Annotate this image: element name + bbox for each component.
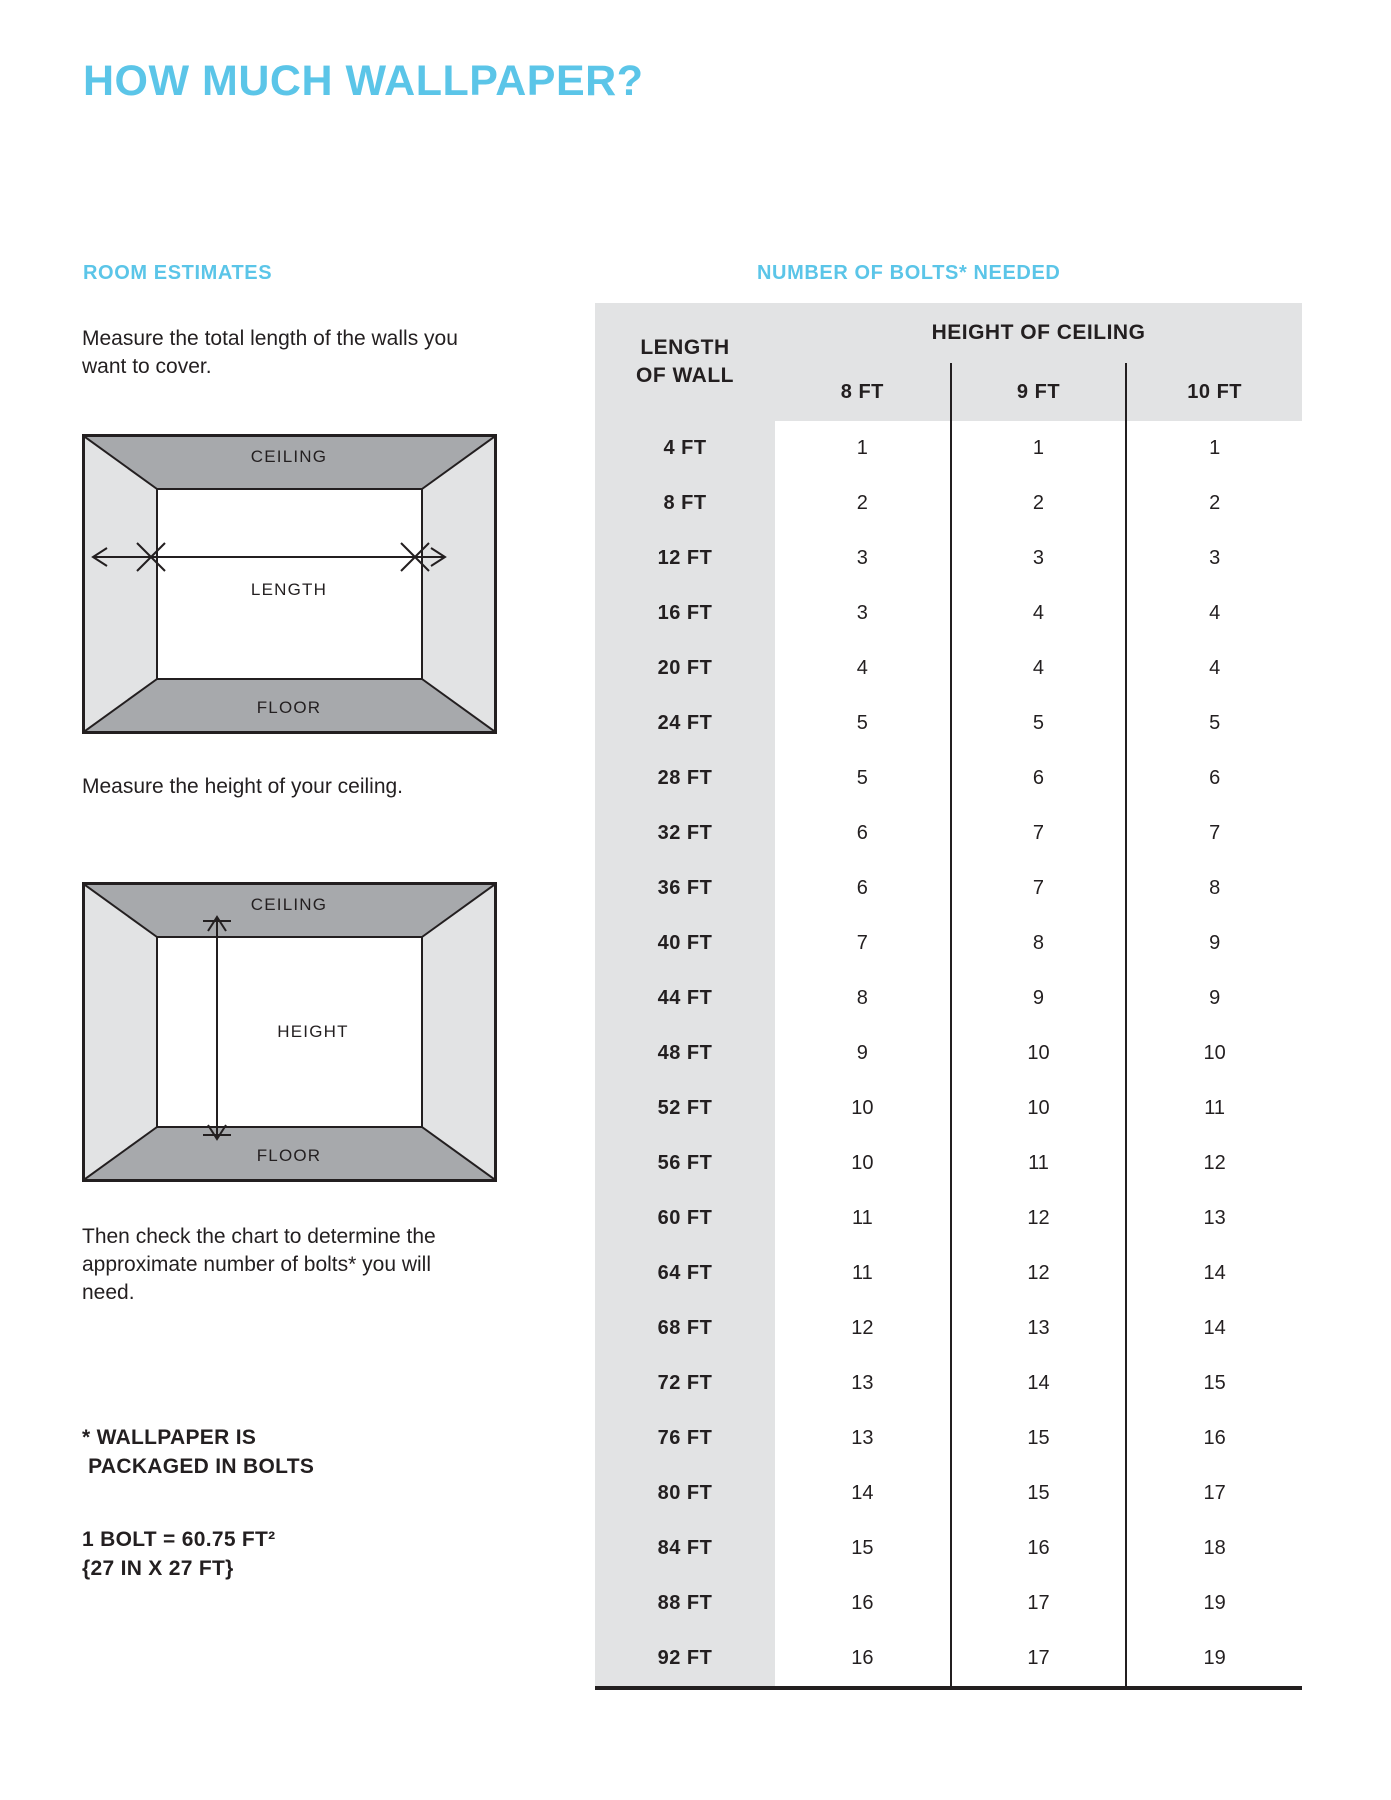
room-diagram-length xyxy=(82,434,497,734)
row-length-label: 68 FT xyxy=(595,1301,775,1356)
table-row xyxy=(595,806,1302,861)
table-row xyxy=(595,586,1302,641)
bolts-value-cell: 14 xyxy=(951,1356,1127,1411)
row-length-label: 76 FT xyxy=(595,1411,775,1466)
bolts-value-cell: 5 xyxy=(951,696,1127,751)
row-length-label: 92 FT xyxy=(595,1631,775,1688)
bolts-needed-heading: NUMBER OF BOLTS* NEEDED xyxy=(757,262,1061,284)
bolts-value-cell: 2 xyxy=(856,492,868,514)
bolts-value-cell: 9 xyxy=(951,971,1127,1026)
table-row xyxy=(595,1631,1302,1688)
table-row xyxy=(595,916,1302,971)
bolts-value-cell: 2 xyxy=(951,476,1127,531)
table-row xyxy=(595,476,1302,531)
header-length-of-wall xyxy=(595,303,775,421)
header-height-of-ceiling: HEIGHT OF CEILING xyxy=(775,303,1302,363)
bolts-value-cell: 13 xyxy=(851,1372,874,1394)
bolts-value-cell: 15 xyxy=(951,1466,1127,1521)
bolts-value-cell: 12 xyxy=(851,1317,874,1339)
bolts-note-line-2: 1 BOLT = 60.75 FT² {27 IN X 27 FT} xyxy=(82,1528,276,1580)
bolts-value-cell: 15 xyxy=(1126,1356,1302,1411)
bolts-value-cell: 3 xyxy=(951,531,1127,586)
floor-label-2: FLOOR xyxy=(256,1146,322,1165)
bolts-value-cell: 19 xyxy=(1126,1576,1302,1631)
row-length-label: 20 FT xyxy=(595,641,775,696)
bolts-value-cell: 11 xyxy=(1126,1081,1302,1136)
bolts-value-cell: 5 xyxy=(1126,696,1302,751)
table-row xyxy=(595,1411,1302,1466)
table-row xyxy=(595,641,1302,696)
bolts-value-cell: 8 xyxy=(1126,861,1302,916)
row-length-label: 28 FT xyxy=(595,751,775,806)
bolts-value-cell: 17 xyxy=(951,1631,1127,1688)
length-measure-label: LENGTH xyxy=(250,580,328,599)
bolts-value-cell: 6 xyxy=(856,822,868,844)
bolts-value-cell: 7 xyxy=(951,806,1127,861)
header-length-of-wall-label: LENGTH OF WALL xyxy=(636,336,734,387)
bolts-value-cell: 9 xyxy=(856,1042,868,1064)
bolts-table xyxy=(595,303,1302,1690)
table-row xyxy=(595,1246,1302,1301)
instruction-step-2: Measure the height of your ceiling. xyxy=(82,775,404,798)
bolts-value-cell: 6 xyxy=(856,877,868,899)
table-row xyxy=(595,421,1302,476)
table-head xyxy=(595,303,1302,421)
table-row xyxy=(595,1301,1302,1356)
instruction-step-3: Then check the chart to determine the approximate number of bolts* you will need. xyxy=(82,1225,436,1304)
row-length-label: 60 FT xyxy=(595,1191,775,1246)
bolts-value-cell: 2 xyxy=(1126,476,1302,531)
ceiling-label-2: CEILING xyxy=(250,895,328,914)
bolts-value-cell: 9 xyxy=(1126,971,1302,1026)
table-row xyxy=(595,696,1302,751)
row-length-label: 88 FT xyxy=(595,1576,775,1631)
row-length-label: 72 FT xyxy=(595,1356,775,1411)
bolts-value-cell: 4 xyxy=(1126,641,1302,696)
bolts-value-cell: 3 xyxy=(856,602,868,624)
bolts-value-cell: 13 xyxy=(951,1301,1127,1356)
room-estimates-heading: ROOM ESTIMATES xyxy=(83,262,273,284)
bolts-value-cell: 8 xyxy=(951,916,1127,971)
bolts-value-cell: 15 xyxy=(851,1537,874,1559)
bolts-value-cell: 6 xyxy=(951,751,1127,806)
bolts-value-cell: 5 xyxy=(856,767,868,789)
table-row xyxy=(595,1136,1302,1191)
bolts-value-cell: 10 xyxy=(851,1097,874,1119)
row-length-label: 8 FT xyxy=(595,476,775,531)
floor-label-1: FLOOR xyxy=(256,698,322,717)
row-length-label: 24 FT xyxy=(595,696,775,751)
row-length-label: 16 FT xyxy=(595,586,775,641)
bolts-value-cell: 17 xyxy=(1126,1466,1302,1521)
bolts-value-cell: 19 xyxy=(1126,1631,1302,1688)
header-col-9ft: 9 FT xyxy=(951,363,1127,421)
bolts-value-cell: 14 xyxy=(1126,1301,1302,1356)
row-length-label: 32 FT xyxy=(595,806,775,861)
row-length-label: 40 FT xyxy=(595,916,775,971)
row-length-label: 4 FT xyxy=(595,421,775,476)
bolts-value-cell: 7 xyxy=(951,861,1127,916)
table-header-row-1 xyxy=(595,303,1302,363)
ceiling-label-1: CEILING xyxy=(250,447,328,466)
header-col-8ft: 8 FT xyxy=(775,363,951,421)
row-length-label: 12 FT xyxy=(595,531,775,586)
bolts-value-cell: 3 xyxy=(1126,531,1302,586)
bolts-value-cell: 11 xyxy=(851,1262,873,1284)
row-length-label: 80 FT xyxy=(595,1466,775,1521)
row-length-label: 84 FT xyxy=(595,1521,775,1576)
table-row xyxy=(595,1521,1302,1576)
bolts-value-cell: 10 xyxy=(951,1081,1127,1136)
row-length-label: 52 FT xyxy=(595,1081,775,1136)
table-body xyxy=(595,421,1302,1688)
row-length-label: 44 FT xyxy=(595,971,775,1026)
bolts-value-cell: 12 xyxy=(951,1246,1127,1301)
bolts-value-cell: 7 xyxy=(856,932,868,954)
header-col-10ft: 10 FT xyxy=(1126,363,1302,421)
bolts-value-cell: 17 xyxy=(951,1576,1127,1631)
bolts-value-cell: 4 xyxy=(951,586,1127,641)
bolts-value-cell: 10 xyxy=(951,1026,1127,1081)
table-row xyxy=(595,861,1302,916)
row-length-label: 64 FT xyxy=(595,1246,775,1301)
table-row xyxy=(595,1356,1302,1411)
bolts-value-cell: 4 xyxy=(951,641,1127,696)
table-row xyxy=(595,1466,1302,1521)
table-row xyxy=(595,1191,1302,1246)
bolts-value-cell: 10 xyxy=(851,1152,874,1174)
bolts-value-cell: 14 xyxy=(851,1482,874,1504)
table-row xyxy=(595,1576,1302,1631)
bolts-value-cell: 3 xyxy=(856,547,868,569)
bolts-value-cell: 1 xyxy=(951,421,1127,476)
bolts-value-cell: 8 xyxy=(856,987,868,1009)
bolts-value-cell: 16 xyxy=(775,1631,951,1688)
bolts-value-cell: 5 xyxy=(856,712,868,734)
table-row xyxy=(595,1081,1302,1136)
room-diagram-height xyxy=(82,882,497,1182)
bolts-note-line-1: * WALLPAPER IS PACKAGED IN BOLTS xyxy=(82,1426,315,1478)
bolts-value-cell: 11 xyxy=(851,1207,873,1229)
bolts-value-cell: 1 xyxy=(856,437,868,459)
bolts-value-cell: 13 xyxy=(851,1427,874,1449)
bolts-value-cell: 6 xyxy=(1126,751,1302,806)
bolts-value-cell: 16 xyxy=(951,1521,1127,1576)
bolts-value-cell: 16 xyxy=(851,1592,874,1614)
row-length-label: 48 FT xyxy=(595,1026,775,1081)
table-row xyxy=(595,751,1302,806)
bolts-value-cell: 1 xyxy=(1126,421,1302,476)
bolts-value-cell: 12 xyxy=(1126,1136,1302,1191)
bolts-value-cell: 13 xyxy=(1126,1191,1302,1246)
bolts-value-cell: 16 xyxy=(1126,1411,1302,1466)
bolts-value-cell: 4 xyxy=(856,657,868,679)
table-row xyxy=(595,1026,1302,1081)
bolts-value-cell: 14 xyxy=(1126,1246,1302,1301)
table-row xyxy=(595,531,1302,586)
row-length-label: 56 FT xyxy=(595,1136,775,1191)
bolts-value-cell: 4 xyxy=(1126,586,1302,641)
height-measure-label: HEIGHT xyxy=(277,1022,349,1041)
bolts-value-cell: 9 xyxy=(1126,916,1302,971)
row-length-label: 36 FT xyxy=(595,861,775,916)
bolts-value-cell: 11 xyxy=(951,1136,1127,1191)
page-title: HOW MUCH WALLPAPER? xyxy=(83,57,644,105)
bolts-value-cell: 18 xyxy=(1126,1521,1302,1576)
bolts-table-wrapper xyxy=(595,303,1302,1690)
bolts-value-cell: 10 xyxy=(1126,1026,1302,1081)
bolts-value-cell: 7 xyxy=(1126,806,1302,861)
instruction-step-1: Measure the total length of the walls you want to cover. xyxy=(82,327,458,378)
bolts-value-cell: 12 xyxy=(951,1191,1127,1246)
table-row xyxy=(595,971,1302,1026)
bolts-value-cell: 15 xyxy=(951,1411,1127,1466)
